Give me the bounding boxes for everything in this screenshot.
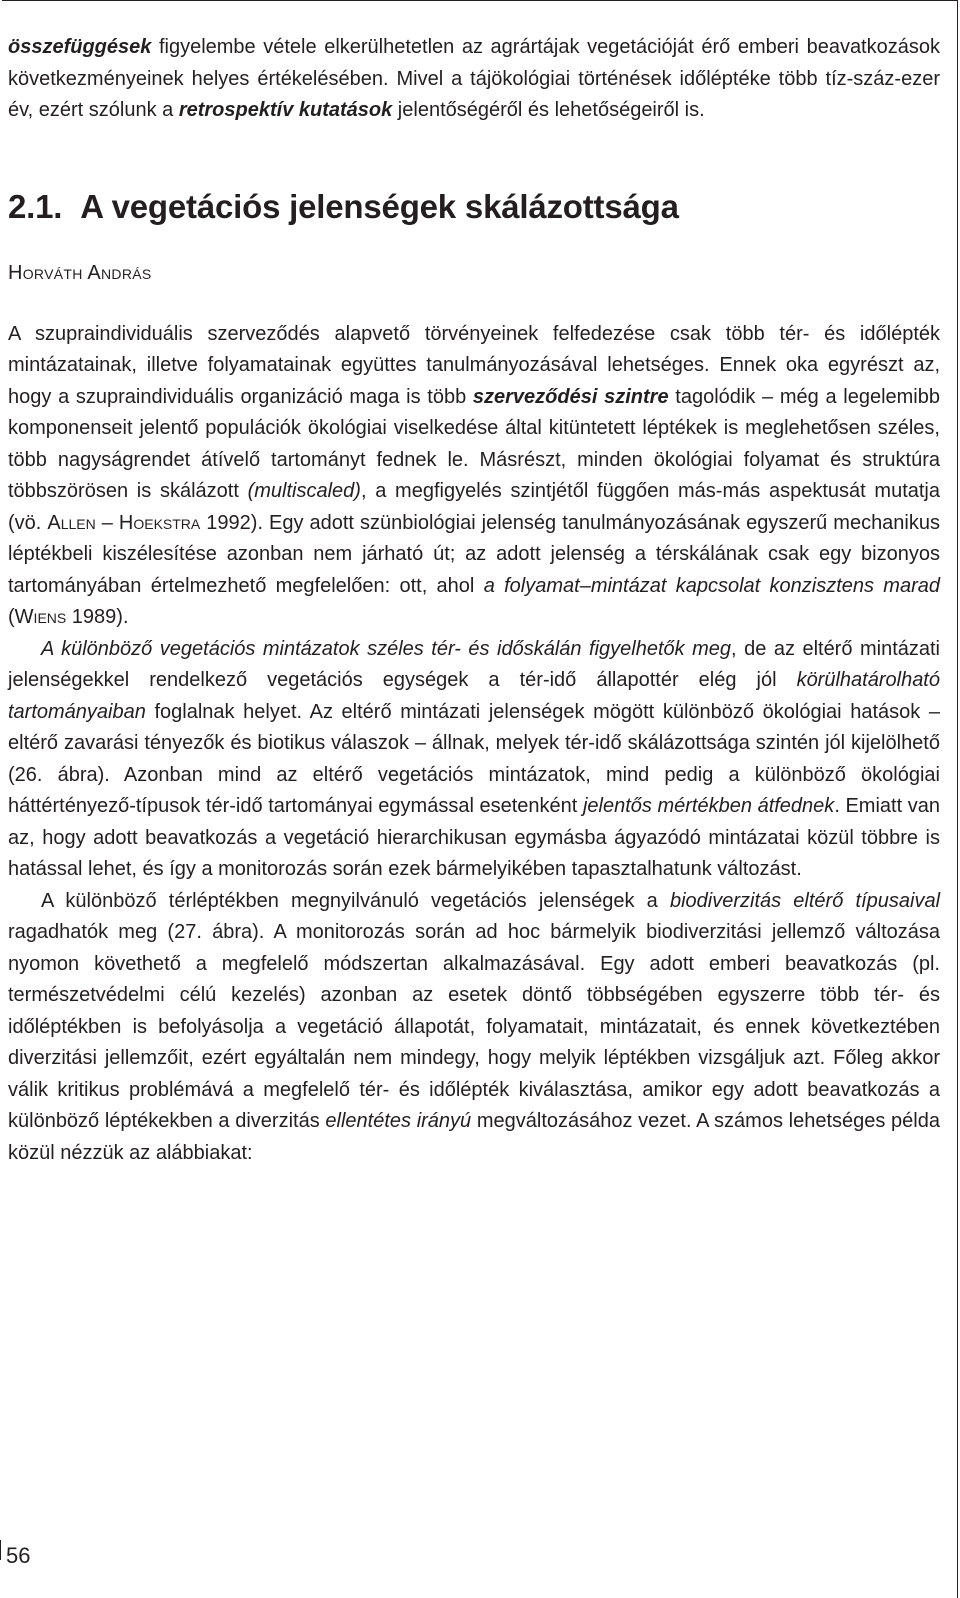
- term-osszefuggesek: összefüggések: [8, 36, 152, 58]
- section-title: A vegetációs jelenségek skálázottsága: [80, 187, 679, 225]
- page-number: 56: [6, 1543, 31, 1568]
- section-body: [8, 319, 940, 1170]
- page-frame-top: [2, 0, 958, 1]
- citation-wiens: Wiens: [14, 606, 67, 628]
- term-folyamat-mintazat: a folyamat–mintázat kapcsolat konzisztens marad: [483, 574, 940, 597]
- term-biodiverzitas-tipusai: biodiverzitás eltérő típusaival: [669, 889, 941, 912]
- term-kulonbozo-mintazatok: A különböző vegetációs mintázatok széles tér- és időskálán figyelhetők meg: [41, 637, 732, 660]
- paragraph-2: A különböző vegetációs mintázatok széles tér- és időskálán figyelhetők meg, de az eltérő mintázati jelenségekkel rendelkező vegetációs egységek a tér-idő állapottér elég jól körülhatárolható tartományaiban foglalnak helyet. Az eltérő mintázati jelenségek mögött különböző ökológiai hatások – eltérő zavarási tényezők és biotikus válaszok – állnak, melyek tér-idő skálázottsága szintén jól kijelölhető (26. ábra). Azonban mind az eltérő vegetációs mintázatok, mind pedig a különböző ökológiai háttértényező-típusok tér-idő tartományai egymással esetenként jelentős mértékben átfednek. Emiatt van az, hogy adott beavatkozás a vegetáció hierarchikusan egymásba ágyazódó mintázatai közül többre is hatással lehet, és így a monitorozás során ezek bármelyikében tapasztalhatunk változást.: [8, 637, 940, 880]
- term-szervezodesi-szintre: szerveződési szintre: [472, 385, 669, 408]
- intro-paragraph: összefüggések figyelembe vétele elkerülhetetlen az agrártájak vegetációját érő emberi beavatkozások következményeinek helyes értékelésében. Mivel a tájökológiai történések időléptéke több tíz-száz-ezer év, ezért szólunk a retrospektív kutatások jelentőségéről és lehetőségeiről is.: [8, 36, 940, 121]
- author-name: Horváth András: [8, 261, 152, 284]
- section-number: 2.1.: [8, 187, 63, 225]
- term-retrospektiv: retrospektív kutatások: [178, 99, 393, 121]
- term-atfednek: jelentős mértékben átfednek: [582, 795, 835, 817]
- term-multiscaled: (multiscaled): [247, 480, 361, 502]
- page-content: [8, 32, 940, 1169]
- page-frame-right: [957, 0, 958, 1598]
- section-heading: [8, 187, 940, 227]
- page-frame-left: [0, 1540, 1, 1560]
- term-ellentetes-iranyu: ellentétes irányú: [325, 1110, 472, 1132]
- citation-allen-hoekstra: Allen – Hoekstra: [47, 511, 201, 534]
- term-korulhatarolhato: körülhatárolható tartományaiban: [8, 669, 940, 723]
- paragraph-3: A különböző térléptékben megnyilvánuló vegetációs jelenségek a biodiverzitás eltérő típusaival ragadhatók meg (27. ábra). A monitorozás során ad hoc bármelyik biodiverzitási jellemző változása nyomon követhető a megfelelő módszertan alkalmazásával. Egy adott emberi beavatkozás (pl. természetvédelmi célú kezelés) azonban az esetek döntő többségében egyszerre több tér- és időléptékben is befolyásolja a vegetáció állapotát, folyamatait, mintázatait, és ennek következtében diverzitási jellemzőit, ezért egyáltalán nem mindegy, hogy melyik léptékben vizsgáljuk azt. Főleg akkor válik kritikus problémává a megfelelő tér- és időlépték kiválasztása, amikor egy adott beavatkozás a különböző léptékekben a diverzitás ellentétes irányú megváltozásához vezet. A számos lehetséges példa közül nézzük az alábbiakat:: [8, 889, 941, 1164]
- paragraph-1: A szupraindividuális szerveződés alapvető törvényeinek felfedezése csak több tér- és időlépték mintázatainak, illetve folyamatainak együttes tanulmányozásával lehetséges. Ennek oka egyrészt az, hogy a szupraindividuális organizáció maga is több szerveződési szintre tagolódik – még a legelemibb komponenseit jelentő populációk ökológiai viselkedése által kitüntetett léptékek is meglehetősen széles, több nagyságrendet átívelő tartományt fednek le. Másrészt, minden ökológiai folyamat és struktúra többszörösen is skálázott (multiscaled), a megfigyelés szintjétől függően más-más aspektusát mutatja (vö. Allen – Hoekstra 1992). Egy adott szünbiológiai jelenség tanulmányozásának egyszerű mechanikus léptékbeli kiszélesítése azonban nem járható út; az adott jelenség a térskálának csak egy bizonyos tartományában értelmezhető megfelelően: ott, ahol a folyamat–mintázat kapcsolat konzisztens marad (Wiens 1989).: [8, 322, 940, 628]
